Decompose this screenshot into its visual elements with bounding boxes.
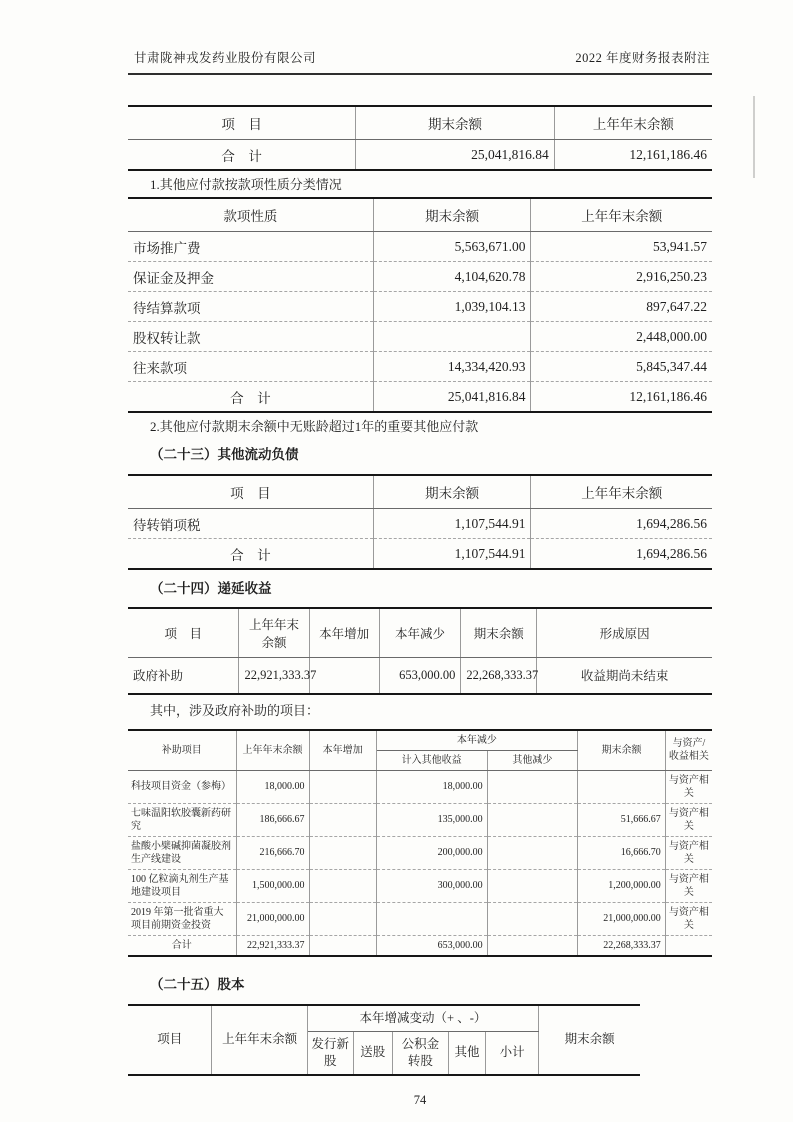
decrease-to-other-income-value: 18,000.00 <box>376 770 487 803</box>
col-ending-balance: 期末余额 <box>578 730 666 771</box>
subnote-24: 其中，涉及政府补助的项目： <box>150 702 320 718</box>
ending-balance-value <box>578 770 666 803</box>
table-header-row <box>128 608 712 658</box>
table-header-row <box>128 1005 640 1032</box>
ending-balance-value: 25,041,816.84 <box>356 140 555 171</box>
prior-year-value: 1,694,286.56 <box>531 509 712 539</box>
prior-year-value: 1,500,000.00 <box>236 869 309 902</box>
table-row <box>128 232 712 262</box>
decrease-other-value <box>487 935 578 956</box>
table-header-row <box>128 106 712 140</box>
table-row <box>128 803 712 836</box>
table-total-row <box>128 382 712 413</box>
col-other: 其他 <box>449 1031 486 1075</box>
prior-year-value: 53,941.57 <box>531 232 712 262</box>
col-subtotal: 小计 <box>485 1031 538 1075</box>
col-prior-year-balance: 上年年末余额 <box>212 1005 307 1075</box>
increase-value <box>309 935 376 956</box>
decrease-value: 653,000.00 <box>379 658 461 694</box>
relation-value: 与资产相关 <box>665 902 712 935</box>
decrease-other-value <box>487 869 578 902</box>
doc-title: 2022 年度财务报表附注 <box>575 51 710 65</box>
other-payables-summary-table <box>128 105 712 171</box>
note-2: 2.其他应付款期末余额中无账龄超过1年的重要其他应付款 <box>150 419 479 434</box>
ending-balance-value: 51,666.67 <box>578 803 666 836</box>
increase-value <box>309 869 376 902</box>
ending-balance-value: 22,268,333.37 <box>461 658 537 694</box>
col-reason: 形成原因 <box>537 608 712 658</box>
col-prior-year-balance: 上年年末余额 <box>554 106 712 140</box>
ending-balance-value: 4,104,620.78 <box>373 262 531 292</box>
table-header-row <box>128 475 712 509</box>
table-row <box>128 140 712 171</box>
share-capital-table <box>128 1004 640 1076</box>
increase-value <box>309 770 376 803</box>
col-prior-year-balance: 上年年末余额 <box>531 198 712 232</box>
table-header-row <box>128 198 712 232</box>
col-change-group: 本年增减变动（+ 、-） <box>307 1005 538 1032</box>
col-ending-balance: 期末余额 <box>356 106 555 140</box>
ending-balance-value: 14,334,420.93 <box>373 352 531 382</box>
deferred-income-table <box>128 607 712 695</box>
prior-year-value: 18,000.00 <box>236 770 309 803</box>
decrease-other-value <box>487 902 578 935</box>
prior-year-value: 216,666.70 <box>236 836 309 869</box>
reason-value: 收益期尚未结束 <box>537 658 712 694</box>
total-label: 合计 <box>128 935 236 956</box>
nature-label: 股权转让款 <box>128 322 373 352</box>
heading-24: （二十四）递延收益 <box>150 581 272 596</box>
table-row <box>128 836 712 869</box>
col-decrease-group: 本年减少 <box>376 730 577 751</box>
prior-year-value: 22,921,333.37 <box>239 658 309 694</box>
table-row <box>128 292 712 322</box>
subsidy-item-label: 科技项目资金（参梅） <box>128 770 236 803</box>
relation-value: 与资产相关 <box>665 836 712 869</box>
decrease-to-other-income-value: 135,000.00 <box>376 803 487 836</box>
col-item: 项 目 <box>128 475 373 509</box>
col-ending-balance: 期末余额 <box>461 608 537 658</box>
nature-label: 市场推广费 <box>128 232 373 262</box>
table-header-row <box>128 730 712 751</box>
subsidy-item-label: 100 亿粒滴丸剂生产基地建设项目 <box>128 869 236 902</box>
col-bonus-shares: 送股 <box>353 1031 392 1075</box>
ending-balance-value: 1,107,544.91 <box>373 539 531 570</box>
note-1: 1.其他应付款按款项性质分类情况 <box>150 177 342 192</box>
running-head <box>128 48 712 75</box>
subsidy-item-label: 2019 年第一批省重大项目前期资金投资 <box>128 902 236 935</box>
decrease-other-value <box>487 836 578 869</box>
col-asset-income-relation: 与资产/收益相关 <box>665 730 712 771</box>
decrease-to-other-income-value: 653,000.00 <box>376 935 487 956</box>
total-label: 合 计 <box>128 140 356 171</box>
item-label: 待转销项税 <box>128 509 373 539</box>
prior-year-value: 12,161,186.46 <box>554 140 712 171</box>
relation-value <box>665 935 712 956</box>
ending-balance-value: 5,563,671.00 <box>373 232 531 262</box>
table-row <box>128 869 712 902</box>
ending-balance-value: 25,041,816.84 <box>373 382 531 413</box>
col-increase: 本年增加 <box>309 730 376 771</box>
ending-balance-value: 21,000,000.00 <box>578 902 666 935</box>
relation-value: 与资产相关 <box>665 803 712 836</box>
table-row <box>128 262 712 292</box>
col-prior-year-balance: 上年年末余额 <box>236 730 309 771</box>
decrease-other-value <box>487 770 578 803</box>
company-name: 甘肃陇神戎发药业股份有限公司 <box>134 51 317 65</box>
col-increase: 本年增加 <box>309 608 379 658</box>
col-reserve-to-shares: 公积金转股 <box>392 1031 448 1075</box>
col-ending-balance: 期末余额 <box>539 1005 640 1075</box>
col-decrease-to-other-income: 计入其他收益 <box>376 750 487 770</box>
col-ending-balance: 期末余额 <box>373 198 531 232</box>
col-nature: 款项性质 <box>128 198 373 232</box>
subsidy-item-label: 盐酸小檗碱抑菌凝胶剂生产线建设 <box>128 836 236 869</box>
table-row <box>128 322 712 352</box>
ending-balance-value: 16,666.70 <box>578 836 666 869</box>
ending-balance-value <box>373 322 531 352</box>
relation-value: 与资产相关 <box>665 770 712 803</box>
prior-year-value: 21,000,000.00 <box>236 902 309 935</box>
decrease-to-other-income-value: 200,000.00 <box>376 836 487 869</box>
prior-year-value: 186,666.67 <box>236 803 309 836</box>
table-total-row <box>128 935 712 956</box>
prior-year-value: 2,448,000.00 <box>531 322 712 352</box>
decrease-to-other-income-value: 300,000.00 <box>376 869 487 902</box>
item-label: 政府补助 <box>128 658 239 694</box>
nature-label: 待结算款项 <box>128 292 373 322</box>
table-row <box>128 902 712 935</box>
prior-year-value: 2,916,250.23 <box>531 262 712 292</box>
col-ending-balance: 期末余额 <box>373 475 531 509</box>
ending-balance-value: 1,039,104.13 <box>373 292 531 322</box>
prior-year-value: 5,845,347.44 <box>531 352 712 382</box>
prior-year-value: 897,647.22 <box>531 292 712 322</box>
total-label: 合 计 <box>128 382 373 413</box>
increase-value <box>309 803 376 836</box>
col-item: 项 目 <box>128 106 356 140</box>
col-prior-year-balance: 上年年末余额 <box>239 608 309 658</box>
ending-balance-value: 22,268,333.37 <box>578 935 666 956</box>
table-row <box>128 352 712 382</box>
prior-year-value: 12,161,186.46 <box>531 382 712 413</box>
other-payables-by-nature-table <box>128 197 712 413</box>
col-decrease-other: 其他减少 <box>487 750 578 770</box>
government-grants-table <box>128 729 712 957</box>
prior-year-value: 22,921,333.37 <box>236 935 309 956</box>
other-current-liabilities-table <box>128 474 712 570</box>
col-item: 项 目 <box>128 608 239 658</box>
col-item: 项目 <box>128 1005 212 1075</box>
ending-balance-value: 1,107,544.91 <box>373 509 531 539</box>
col-prior-year-balance: 上年年末余额 <box>531 475 712 509</box>
increase-value <box>309 836 376 869</box>
heading-25: （二十五）股本 <box>150 976 245 992</box>
table-total-row <box>128 539 712 570</box>
table-row <box>128 658 712 694</box>
scan-artifact <box>753 96 755 178</box>
decrease-to-other-income-value <box>376 902 487 935</box>
prior-year-value: 1,694,286.56 <box>531 539 712 570</box>
col-new-shares: 发行新股 <box>307 1031 353 1075</box>
col-subsidy-item: 补助项目 <box>128 730 236 771</box>
ending-balance-value: 1,200,000.00 <box>578 869 666 902</box>
table-row <box>128 509 712 539</box>
decrease-other-value <box>487 803 578 836</box>
total-label: 合 计 <box>128 539 373 570</box>
heading-23: （二十三）其他流动负债 <box>150 447 299 462</box>
page-number: 74 <box>413 1092 427 1107</box>
increase-value <box>309 902 376 935</box>
increase-value <box>309 658 379 694</box>
table-row <box>128 770 712 803</box>
relation-value: 与资产相关 <box>665 869 712 902</box>
nature-label: 保证金及押金 <box>128 262 373 292</box>
nature-label: 往来款项 <box>128 352 373 382</box>
subsidy-item-label: 七味温阳软胶囊新药研究 <box>128 803 236 836</box>
col-decrease: 本年减少 <box>379 608 461 658</box>
